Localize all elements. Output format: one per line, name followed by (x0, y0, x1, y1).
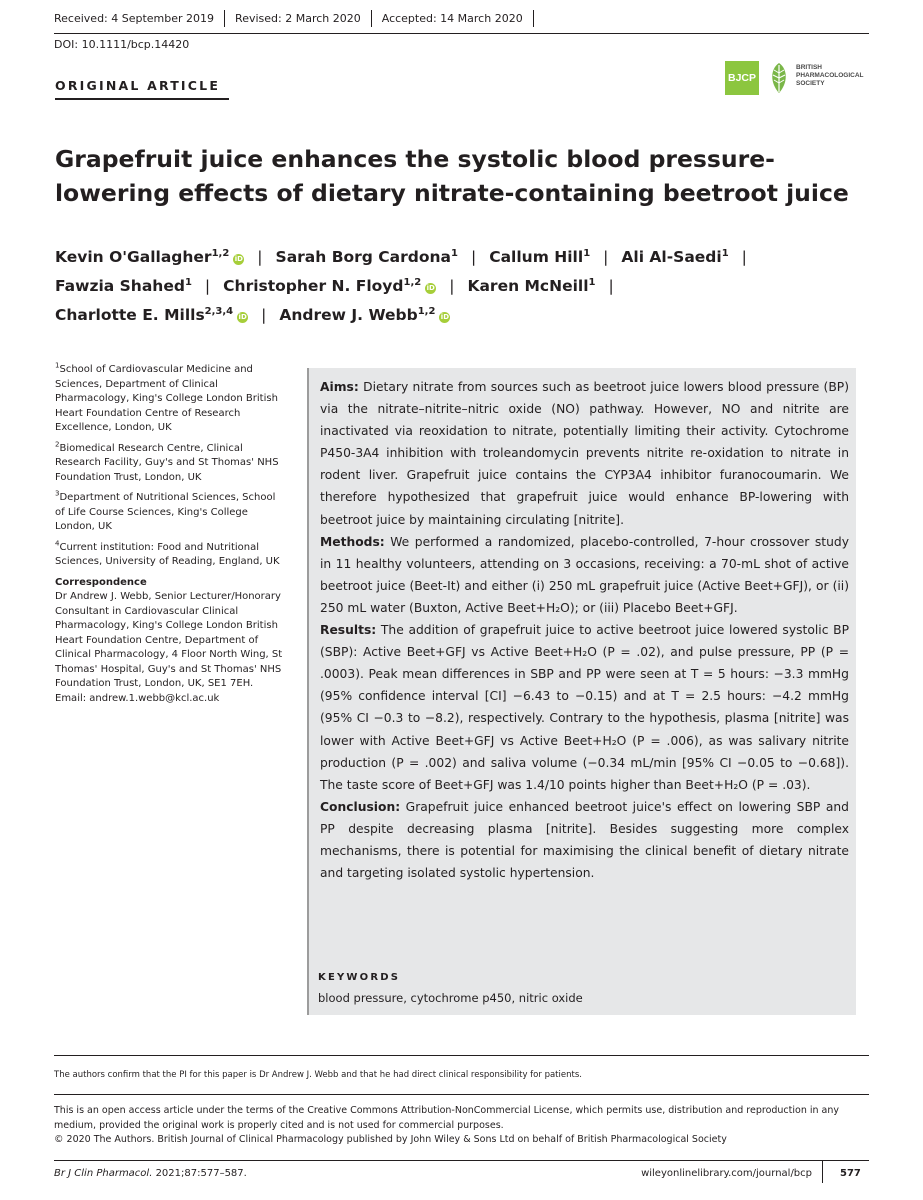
abstract-text (320, 376, 849, 884)
orcid-icon[interactable]: iD (238, 313, 247, 321)
keywords-label: KEYWORDS (318, 972, 401, 983)
author[interactable]: Charlotte E. Mills$^{2,3,4}$iD (55, 305, 247, 324)
author[interactable]: Andrew J. Webb$^{1,2}$iD (279, 305, 450, 324)
orcid-icon[interactable]: iD (234, 255, 243, 263)
abstract-conclusion: Conclusion: Grapefruit juice enhanced beetroot juice's effect on lowering SBP and PP despite decreasing plasma [nitrite]. Besides suggesting more complex mechanisms, there is potential for maximising the clinical benefit of dietary nitrate and targeting isolated systolic hypertension. (320, 799, 849, 881)
received-date: Received: 4 September 2019 (54, 12, 215, 25)
author-separator: | (449, 277, 455, 295)
affiliation: $^3$Department of Nutritional Sciences, School of Life Course Sciences, King's College London, UK (55, 489, 276, 532)
author[interactable]: Sarah Borg Cardona$^1$ (275, 247, 458, 266)
license-text (54, 1104, 869, 1148)
divider (371, 10, 372, 27)
orcid-icon[interactable]: iD (440, 313, 450, 321)
correspondence-text: Dr Andrew J. Webb, Senior Lecturer/Honorary Consultant in Cardiovascular Clinical Pharmacology, King's College London British Heart Foundation Centre, Department of Clinical Pharmacology, 4 Floor North Wing, St Thomas' Hospital, Guy's and St Thomas' NHS Foundation Trust, London, UK, SE1 7EH. Email: andrew.1.webb@kcl.ac.uk (55, 591, 283, 704)
footnote-rule (54, 1055, 869, 1056)
society-name-line: SOCIETY (796, 80, 825, 87)
divider (224, 10, 225, 27)
header-rule (54, 33, 869, 34)
author-separator: | (204, 277, 211, 295)
author[interactable]: Kevin O'Gallagher$^{1,2}$iD (55, 247, 243, 266)
footer-divider (822, 1161, 823, 1183)
author-line (55, 272, 875, 301)
affiliation: $^2$Biomedical Research Centre, Clinical Research Facility, Guy's and St Thomas' NHS Foundation Trust, London, UK (55, 440, 279, 483)
article-dates (54, 10, 544, 27)
affiliation: $^4$Current institution: Food and Nutritional Sciences, University of Reading, England, UK (55, 539, 280, 567)
author[interactable]: Callum Hill$^1$ (489, 247, 591, 266)
society-logo-text (796, 64, 871, 88)
footer-rule (54, 1160, 869, 1161)
article-title: Grapefruit juice enhances the systolic blood pressure-lowering effects of dietary nitrate-containing beetroot juice (55, 145, 849, 207)
author[interactable]: Ali Al-Saedi$^1$ (621, 247, 729, 266)
copyright-statement: © 2020 The Authors. British Journal of Clinical Pharmacology published by John Wiley & Sons Ltd on behalf of British Pharmacological Society (54, 1134, 727, 1145)
accepted-date: Accepted: 14 March 2020 (381, 12, 523, 25)
author-separator: | (470, 248, 477, 266)
affiliations (55, 363, 287, 706)
author[interactable]: Fawzia Shahed$^1$ (55, 276, 192, 295)
correspondence-email[interactable]: Email: andrew.1.webb@kcl.ac.uk (55, 692, 220, 704)
journal-website[interactable]: wileyonlinelibrary.com/journal/bcp (641, 1168, 812, 1179)
abstract-methods: Methods: We performed a randomized, placebo-controlled, 7-hour crossover study in 11 healthy volunteers, attending on 3 occasions, receiving: a 70-mL shot of active beetroot juice (Beet-It) and either (i) 250 mL grapefruit juice (Active Beet+GFJ), or (ii) 250 mL water (Buxton, Active Beet+H₂O); or (iii) Placebo Beet+GFJ. (320, 534, 849, 615)
keywords-text: blood pressure, cytochrome p450, nitric oxide (318, 991, 583, 1005)
society-leaf-icon (766, 61, 792, 95)
author-separator: | (261, 306, 267, 324)
abstract-aims: Aims: Dietary nitrate from sources such as beetroot juice lowers blood pressure (BP) via the nitrate–nitrite–nitric oxide (NO) pathway. However, NO and nitrite are inactivated via reoxidation to nitrate, potentially limiting their activity. Cytochrome P450-3A4 inhibition with troleandomycin prevents nitrite re-oxidation to nitrate in rodent liver. Grapefruit juice contains the CYP3A4 inhibitor furanocoumarin. We therefore hypothesized that grapefruit juice would enhance BP-lowering with beetroot juice by maintaining circulating [nitrite]. (320, 380, 849, 527)
revised-date: Revised: 2 March 2020 (235, 12, 361, 25)
divider (533, 10, 534, 27)
author[interactable]: Karen McNeill$^1$ (467, 276, 596, 295)
abstract-results: Results: The addition of grapefruit juice to active beetroot juice lowered systolic BP (SBP): Active Beet+GFJ vs Active Beet+H₂O (P = .02), and pulse pressure, PP (P = .0003). Peak mean differences in SBP and PP were seen at T = 5 hours: −3.3 mmHg (95% confidence interval [CI] −6.43 to −0.15) and at T = 2.5 hours: −4.2 mmHg (95% CI −0.3 to −8.2), respectively. Contrary to the hypothesis, plasma [nitrite] was lower with Active Beet+GFJ vs Active Beet+H₂O (P = .006), as was salivary nitrite production (P = .002) and saliva volume (−0.34 mL/min [95% CI −0.05 to −0.68]). The taste score of Beet+GFJ was 1.4/10 points higher than Beet+H₂O (P = .03). (320, 623, 849, 792)
pi-note: The authors confirm that the PI for this paper is Dr Andrew J. Webb and that he had direct clinical responsibility for patients. (54, 1070, 582, 1080)
correspondence-label: Correspondence (55, 576, 147, 588)
society-name-line: BRITISH (796, 64, 822, 71)
author-separator: | (603, 248, 609, 266)
society-name-line: PHARMACOLOGICAL (796, 72, 864, 79)
affiliation: $^1$School of Cardiovascular Medicine and Sciences, Department of Clinical Pharmacology, King's College London British Heart Foundation Centre of Research Excellence, London, UK (55, 361, 278, 433)
abstract-box (307, 368, 856, 1015)
author-list (55, 243, 875, 330)
author-separator: | (608, 277, 614, 295)
doi[interactable]: DOI: 10.1111/bcp.14420 (54, 38, 190, 51)
journal-citation: Br J Clin Pharmacol. 2021;87:577–587. (54, 1168, 247, 1179)
author[interactable]: Christopher N. Floyd$^{1,2}$iD (223, 276, 435, 295)
author-separator: | (257, 248, 263, 266)
author-line (55, 301, 875, 330)
page-number: 577 (840, 1168, 861, 1179)
author-separator: | (741, 248, 747, 266)
section-underline (55, 98, 229, 100)
orcid-icon[interactable]: iD (426, 284, 435, 292)
license-statement: This is an open access article under the terms of the Creative Commons Attribution-NonCommercial License, which permits use, distribution and reproduction in any medium, provided the original work is properly cited and is not used for commercial purposes. (54, 1105, 840, 1131)
license-rule (54, 1094, 869, 1095)
bjcp-logo: BJCP (725, 61, 759, 95)
author-line (55, 243, 875, 272)
section-label: ORIGINAL ARTICLE (55, 78, 221, 93)
